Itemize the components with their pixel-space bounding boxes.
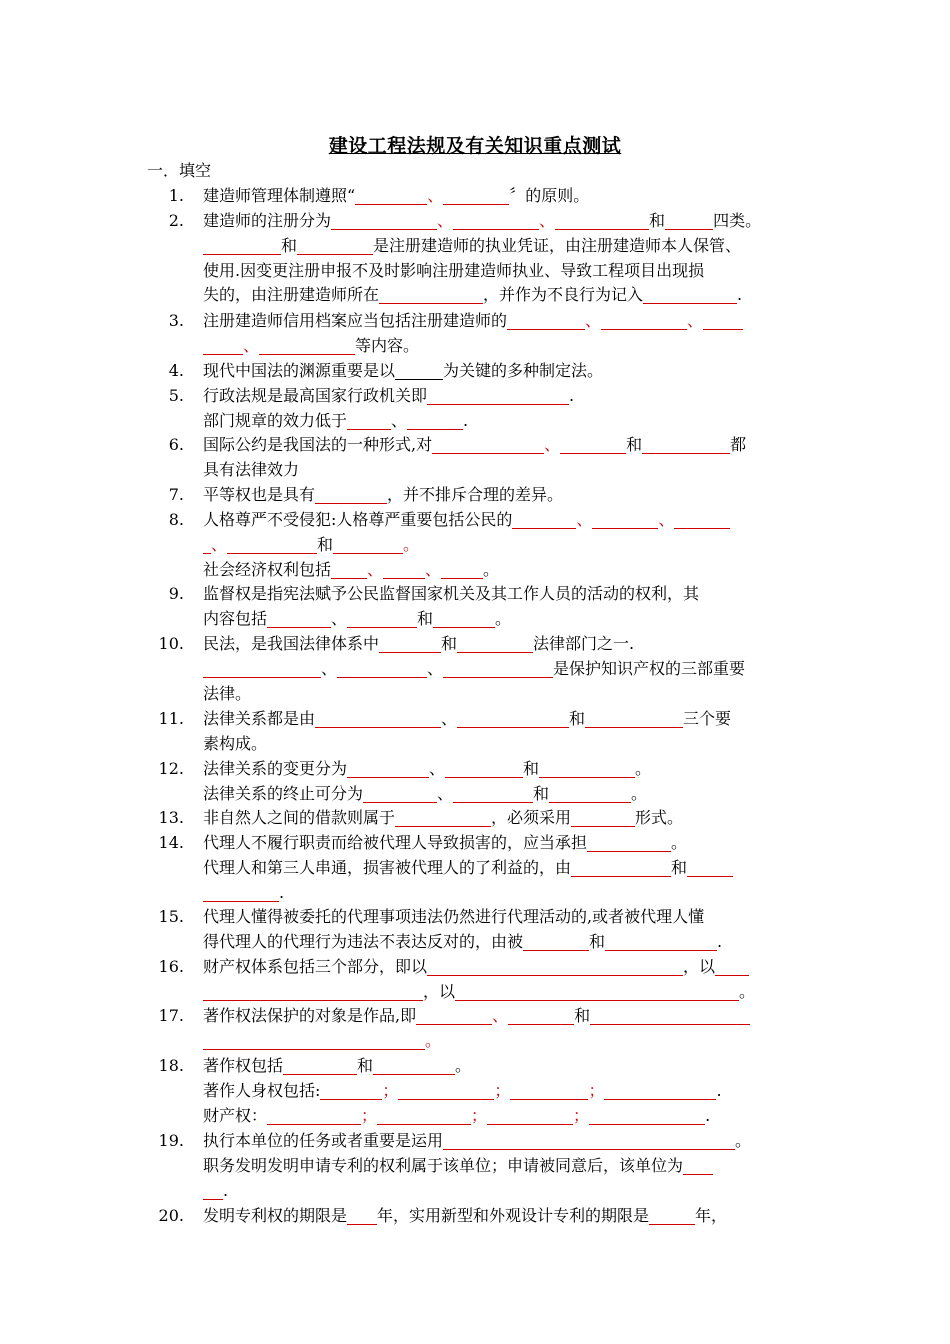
- answer-blank[interactable]: [363, 785, 437, 803]
- question-text-segment: 、: [658, 510, 675, 529]
- answer-blank[interactable]: [427, 958, 683, 976]
- answer-blank[interactable]: [507, 312, 585, 330]
- answer-blank[interactable]: [203, 983, 423, 1001]
- question-line: [203, 1004, 815, 1029]
- question-text-segment: 著作人身权包括:: [203, 1080, 321, 1100]
- question-text-segment: ；: [573, 1105, 590, 1125]
- question-text-segment: .: [223, 1180, 229, 1200]
- answer-blank[interactable]: [203, 660, 321, 678]
- question-text-segment: .: [569, 386, 575, 405]
- question-text: [203, 905, 815, 955]
- question-text: [203, 806, 815, 831]
- question-text-segment: 执行本单位的任务或者重要是运用: [203, 1131, 444, 1150]
- question-line: [203, 707, 815, 732]
- answer-blank[interactable]: [549, 785, 631, 803]
- answer-blank[interactable]: [427, 387, 569, 405]
- question-text-segment: 、: [331, 608, 348, 628]
- question-text-segment: .: [279, 882, 285, 902]
- answer-blank[interactable]: [337, 660, 427, 678]
- answer-blank[interactable]: [347, 1207, 377, 1225]
- question-text-segment: ；: [471, 1105, 488, 1125]
- question-line: [203, 234, 815, 259]
- answer-blank[interactable]: [649, 1207, 695, 1225]
- question-text-segment: 建造师的注册分为: [203, 211, 332, 230]
- answer-blank[interactable]: [333, 536, 403, 554]
- question-text: [203, 433, 815, 483]
- question-text-segment: 、: [576, 510, 593, 529]
- answer-blank[interactable]: [571, 859, 671, 877]
- answer-blank[interactable]: [203, 337, 243, 355]
- question-text-segment: .: [737, 285, 743, 305]
- question-line: [203, 831, 815, 856]
- question-text-segment: ；: [382, 1080, 399, 1100]
- question-text-segment: 。: [495, 608, 512, 628]
- question-line: [203, 1029, 815, 1054]
- question-text-segment: 、: [437, 783, 454, 803]
- answer-blank[interactable]: [457, 710, 569, 728]
- question-text-segment: 财产权：: [203, 1105, 268, 1125]
- answer-blank[interactable]: [441, 561, 483, 579]
- question-line: [203, 283, 815, 308]
- question-text-segment: .: [716, 1080, 722, 1100]
- answer-blank[interactable]: [398, 1082, 494, 1100]
- answer-blank[interactable]: [589, 1107, 705, 1125]
- question-text-segment: ；: [494, 1080, 511, 1100]
- question-number: 13.: [158, 808, 184, 827]
- question-text-segment: 和: [533, 783, 550, 803]
- question-number: 14.: [158, 833, 184, 852]
- answer-blank[interactable]: [571, 809, 635, 827]
- answer-blank[interactable]: [605, 933, 717, 951]
- question-text-segment: 。: [735, 1131, 752, 1150]
- question-text-segment: 法律关系的变更分为: [203, 759, 348, 778]
- answer-blank[interactable]: [604, 1082, 716, 1100]
- answer-blank[interactable]: [523, 933, 589, 951]
- answer-blank[interactable]: [203, 884, 279, 902]
- question-text-segment: 、: [425, 559, 442, 579]
- question-text-segment: 和: [626, 435, 643, 454]
- question-text-segment: 代理人懂得被委托的代理事项违法仍然进行代理活动的,或者被代理人懂: [203, 907, 705, 926]
- question-text-segment: ，并不排斥合理的差异。: [387, 485, 564, 504]
- answer-blank[interactable]: [665, 212, 713, 230]
- question-text-segment: .: [705, 1105, 711, 1125]
- question-text-segment: ；: [361, 1105, 378, 1125]
- question-text-segment: 、: [321, 658, 338, 678]
- answer-blank[interactable]: [267, 610, 331, 628]
- question-text-segment: 和: [281, 235, 298, 255]
- answer-blank[interactable]: [539, 760, 635, 778]
- answer-blank[interactable]: [259, 337, 355, 355]
- answer-blank[interactable]: [443, 660, 553, 678]
- question-text-segment: 为关键的多种制定法。: [443, 361, 604, 380]
- question-text-segment: 和: [417, 608, 434, 628]
- question-line: [203, 1204, 815, 1229]
- question-text: [203, 831, 815, 905]
- question-text: [203, 309, 815, 359]
- question-text-segment: 使用.因变更注册申报不及时影响注册建造师执业、导致工程项目出现损: [203, 260, 705, 280]
- answer-blank[interactable]: [433, 610, 495, 628]
- question-text-segment: 民法，是我国法律体系中: [203, 634, 380, 653]
- question-text-segment: 财产权体系包括三个部分，即以: [203, 957, 428, 976]
- answer-blank[interactable]: [283, 1057, 357, 1075]
- question-number: 20.: [158, 1206, 184, 1225]
- answer-blank[interactable]: [512, 511, 576, 529]
- answer-blank[interactable]: [643, 286, 737, 304]
- question-text-segment: 注册建造师信用档案应当包括注册建造师的: [203, 311, 508, 330]
- question-text-segment: 、: [441, 709, 458, 728]
- question-text-segment: 著作权法保护的对象是作品,即: [203, 1006, 417, 1025]
- question-line: [203, 980, 815, 1005]
- question-line: [203, 1079, 815, 1104]
- answer-blank[interactable]: [297, 237, 373, 255]
- question-text-segment: 。: [425, 1030, 442, 1050]
- question-line: [203, 458, 815, 483]
- answer-blank[interactable]: [445, 760, 523, 778]
- question-text: [203, 384, 815, 434]
- answer-blank[interactable]: [379, 286, 483, 304]
- answer-blank[interactable]: [455, 983, 739, 1001]
- question-text: [203, 483, 815, 508]
- question-number: 9.: [168, 584, 184, 603]
- question-number: 17.: [158, 1006, 184, 1025]
- question-text-segment: 、: [211, 534, 228, 554]
- answer-blank[interactable]: [687, 859, 733, 877]
- answer-blank[interactable]: [331, 561, 367, 579]
- question-line: [203, 384, 815, 409]
- question-text: [203, 508, 815, 582]
- answer-blank[interactable]: [395, 362, 443, 380]
- answer-blank[interactable]: [453, 785, 533, 803]
- question-text-segment: 、: [427, 658, 444, 678]
- question-text-segment: 、: [427, 186, 444, 205]
- question-text-segment: 、: [585, 311, 602, 330]
- question-line: [203, 1179, 815, 1204]
- question-text-segment: 部门规章的效力低于: [203, 410, 348, 430]
- question-text-segment: 社会经济权利包括: [203, 559, 332, 579]
- question-number: 4.: [168, 361, 184, 380]
- question-text-segment: 。: [631, 783, 648, 803]
- question-text-segment: 国际公约是我国法的一种形式,对: [203, 435, 433, 454]
- question-line: [203, 533, 815, 558]
- question-number: 3.: [168, 311, 184, 330]
- question-text-segment: 。: [635, 759, 652, 778]
- question-text-segment: 、: [687, 311, 704, 330]
- question-text: [203, 707, 815, 757]
- answer-blank[interactable]: [508, 1007, 574, 1025]
- question-line: [203, 359, 815, 384]
- question-line: [203, 732, 815, 757]
- answer-blank[interactable]: [674, 511, 730, 529]
- question-text-segment: 都: [730, 435, 747, 454]
- answer-blank[interactable]: [315, 486, 387, 504]
- answer-blank[interactable]: [331, 212, 437, 230]
- question-text-segment: 和: [441, 634, 458, 653]
- question-text-segment: 内容包括: [203, 608, 268, 628]
- question-line: [203, 209, 815, 234]
- question-line: [203, 632, 815, 657]
- answer-blank[interactable]: [203, 1182, 223, 1200]
- question-text-segment: 法律。: [203, 683, 252, 703]
- question-text-segment: 。: [483, 559, 500, 579]
- answer-blank[interactable]: [267, 1107, 361, 1125]
- answer-blank[interactable]: [395, 809, 491, 827]
- answer-blank[interactable]: [203, 237, 281, 255]
- question-number: 6.: [168, 435, 184, 454]
- answer-blank[interactable]: [203, 536, 211, 554]
- document-title: 建设工程法规及有关知识重点测试: [328, 135, 622, 157]
- answer-blank[interactable]: [555, 212, 649, 230]
- answer-blank[interactable]: [315, 710, 441, 728]
- answer-blank[interactable]: [407, 412, 463, 430]
- answer-blank[interactable]: [373, 1057, 455, 1075]
- question-text-segment: 形式。: [635, 808, 684, 827]
- question-line: [203, 1054, 815, 1079]
- question-number: 7.: [168, 485, 184, 504]
- question-text-segment: 非自然人之间的借款则属于: [203, 808, 396, 827]
- question-text-segment: 发明专利权的期限是: [203, 1206, 348, 1225]
- question-line: [203, 582, 815, 607]
- question-text-segment: .: [463, 410, 469, 430]
- question-text-segment: 人格尊严不受侵犯:人格尊严重要包括公民的: [203, 510, 513, 529]
- answer-blank[interactable]: [560, 436, 626, 454]
- question-line: [203, 259, 815, 284]
- answer-blank[interactable]: [443, 187, 509, 205]
- question-text-segment: 。: [739, 981, 756, 1001]
- question-text-segment: ，并作为不良行为记入: [483, 285, 644, 305]
- answer-blank[interactable]: [355, 187, 427, 205]
- question-text-segment: 、: [492, 1006, 509, 1025]
- question-text-segment: ；: [588, 1080, 605, 1100]
- question-text: [203, 582, 815, 632]
- question-text-segment: 素构成。: [203, 733, 268, 753]
- question-line: [203, 1104, 815, 1129]
- question-number: 2.: [168, 211, 184, 230]
- question-line: [203, 334, 815, 359]
- answer-blank[interactable]: [587, 834, 671, 852]
- question-text-segment: 年，: [695, 1206, 728, 1225]
- question-text-segment: ，以: [683, 957, 716, 976]
- answer-blank[interactable]: [227, 536, 317, 554]
- question-text-segment: 〞的原则。: [509, 186, 590, 205]
- question-number: 16.: [158, 957, 184, 976]
- answer-blank[interactable]: [377, 1107, 471, 1125]
- question-number: 5.: [168, 386, 184, 405]
- answer-blank[interactable]: [601, 312, 687, 330]
- answer-blank[interactable]: [453, 212, 539, 230]
- question-text-segment: 和: [357, 1056, 374, 1075]
- question-text: [203, 1204, 815, 1229]
- answer-blank[interactable]: [320, 1082, 382, 1100]
- question-text-segment: 、: [437, 211, 454, 230]
- question-text-segment: 著作权包括: [203, 1056, 284, 1075]
- question-text-segment: 、: [367, 559, 384, 579]
- answer-blank[interactable]: [347, 610, 417, 628]
- question-text-segment: 和: [523, 759, 540, 778]
- question-text: [203, 955, 815, 1005]
- question-line: [203, 1154, 815, 1179]
- question-text-segment: 和: [589, 931, 606, 951]
- answer-blank[interactable]: [347, 412, 391, 430]
- answer-blank[interactable]: [592, 511, 658, 529]
- section-heading: 一．填空: [147, 161, 212, 180]
- question-text-segment: 是保护知识产权的三部重要: [553, 658, 746, 678]
- question-text: [203, 632, 815, 706]
- question-number: 19.: [158, 1131, 184, 1150]
- question-number: 10.: [158, 634, 184, 653]
- answer-blank[interactable]: [347, 760, 429, 778]
- question-text-segment: 法律部门之一.: [533, 634, 635, 653]
- question-text-segment: 和: [671, 857, 688, 877]
- question-text-segment: ，必须采用: [491, 808, 572, 827]
- question-text-segment: 和: [317, 534, 334, 554]
- question-text-segment: 代理人不履行职责而给被代理人导致损害的，应当承担: [203, 833, 588, 852]
- question-text: [203, 1129, 815, 1203]
- question-text-segment: 法律关系的终止可分为: [203, 783, 364, 803]
- question-line: [203, 657, 815, 682]
- question-text: [203, 209, 815, 308]
- answer-blank[interactable]: [683, 1157, 713, 1175]
- answer-blank[interactable]: [383, 561, 425, 579]
- answer-blank[interactable]: [432, 436, 544, 454]
- question-text-segment: 是注册建造师的执业凭证，由注册建造师本人保管、: [373, 235, 742, 255]
- question-line: [203, 881, 815, 906]
- question-text: [203, 359, 815, 384]
- question-text-segment: 。: [455, 1056, 472, 1075]
- question-line: [203, 508, 815, 533]
- question-text-segment: 、: [429, 759, 446, 778]
- question-text-segment: 和: [569, 709, 586, 728]
- question-text-segment: 、: [539, 211, 556, 230]
- question-number: 11.: [158, 709, 184, 728]
- question-line: [203, 1129, 815, 1154]
- question-number: 18.: [158, 1056, 184, 1075]
- question-line: [203, 409, 815, 434]
- question-number: 15.: [158, 907, 184, 926]
- question-line: [203, 184, 815, 209]
- answer-blank[interactable]: [487, 1107, 573, 1125]
- answer-blank[interactable]: [457, 635, 533, 653]
- answer-blank[interactable]: [379, 635, 441, 653]
- question-line: [203, 806, 815, 831]
- question-line: [203, 682, 815, 707]
- question-text-segment: 等内容。: [355, 335, 420, 355]
- question-text-segment: 法律关系都是由: [203, 709, 316, 728]
- question-text-segment: 、: [544, 435, 561, 454]
- question-line: [203, 433, 815, 458]
- question-text-segment: 平等权也是具有: [203, 485, 316, 504]
- question-text-segment: 建造师管理体制遵照“: [203, 186, 356, 205]
- question-text-segment: 得代理人的代理行为违法不表达反对的，由被: [203, 931, 524, 951]
- question-line: [203, 905, 815, 930]
- question-text-segment: 年，实用新型和外观设计专利的期限是: [377, 1206, 650, 1225]
- question-number: 1.: [168, 186, 184, 205]
- question-text: [203, 1004, 815, 1054]
- question-text-segment: .: [717, 931, 723, 951]
- question-text-segment: 行政法规是最高国家行政机关即: [203, 386, 428, 405]
- question-line: [203, 309, 815, 334]
- question-text-segment: 代理人和第三人串通，损害被代理人的了利益的，由: [203, 857, 572, 877]
- question-number: 8.: [168, 510, 184, 529]
- answer-blank[interactable]: [416, 1007, 492, 1025]
- answer-blank[interactable]: [590, 1007, 750, 1025]
- answer-blank[interactable]: [642, 436, 730, 454]
- question-text-segment: 和: [574, 1006, 591, 1025]
- question-line: [203, 483, 815, 508]
- question-text-segment: ，以: [423, 981, 456, 1001]
- question-text-segment: 失的，由注册建造师所在: [203, 285, 380, 305]
- question-line: [203, 782, 815, 807]
- question-text: [203, 1054, 815, 1128]
- question-line: [203, 856, 815, 881]
- question-text-segment: 和: [649, 211, 666, 230]
- answer-blank[interactable]: [443, 1132, 735, 1150]
- question-text-segment: 监督权是指宪法赋予公民监督国家机关及其工作人员的活动的权利，其: [203, 584, 700, 603]
- question-text: [203, 184, 815, 209]
- question-text-segment: 现代中国法的渊源重要是以: [203, 361, 396, 380]
- question-text-segment: 。: [671, 833, 688, 852]
- question-text-segment: 四类。: [713, 211, 762, 230]
- question-line: [203, 955, 815, 980]
- question-text-segment: 三个要: [683, 709, 732, 728]
- answer-blank[interactable]: [510, 1082, 588, 1100]
- answer-blank[interactable]: [703, 312, 743, 330]
- question-text: [203, 757, 815, 807]
- question-text-segment: 职务发明发明申请专利的权利属于该单位；申请被同意后，该单位为: [203, 1155, 684, 1175]
- question-line: [203, 607, 815, 632]
- answer-blank[interactable]: [203, 1032, 425, 1050]
- question-line: [203, 558, 815, 583]
- question-line: [203, 757, 815, 782]
- question-line: [203, 930, 815, 955]
- answer-blank[interactable]: [585, 710, 683, 728]
- question-text-segment: 具有法律效力: [203, 459, 300, 479]
- question-text-segment: 、: [391, 410, 408, 430]
- question-text-segment: 、: [243, 335, 260, 355]
- question-text-segment: 。: [403, 534, 420, 554]
- answer-blank[interactable]: [715, 958, 749, 976]
- question-number: 12.: [158, 759, 184, 778]
